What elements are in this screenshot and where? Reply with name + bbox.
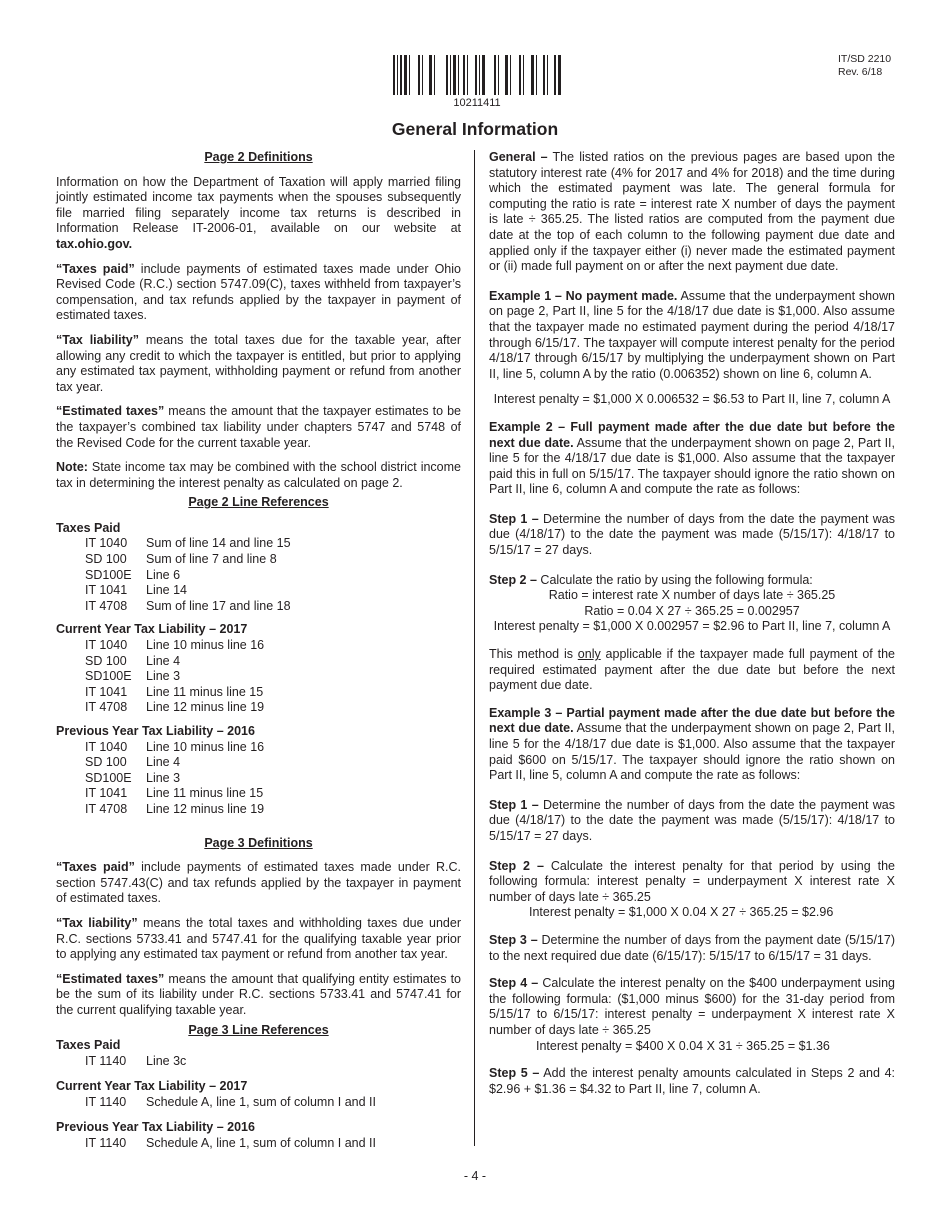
ref-row: IT 1040 Line 10 minus line 16 <box>85 739 265 754</box>
form-number: IT/SD 2210 <box>838 53 892 65</box>
ref-row: SD100E Line 3 <box>85 669 181 684</box>
general-paragraph: General – The listed ratios on the previous pages are based upon the statutory interest rate (4% for 2017 and 4% for 2018) and the time during which the estimated payment was late. The general formula for computing the ratio is rate = interest rate X number of days the payment is late ÷ 365.25. The listed ratios are computed from the payment due date at the top of each column to the following payment due date and applied only if the taxpayer either (i) never made the estimated payment or (ii) made full payment on or after the next payment due date. <box>489 150 895 274</box>
ref-row: IT 4708 Sum of line 17 and line 18 <box>85 598 291 613</box>
method-note: This method is only applicable if the taxpayer made full payment of the required estimated payment after the due date but before the next payment due date. <box>489 647 895 693</box>
example2-step2: Step 2 – Calculate the ratio by using the following formula: Ratio = interest rate X number of days late ÷ 365.25 Ratio = 0.04 X 27 ÷ 365.25 = 0.002957 Interest penalty = $1,000 X 0.002957 = $2.96 to Part II, line 7, column A <box>489 573 895 635</box>
ref-row: SD100E Line 6 <box>85 567 181 582</box>
ref-row: IT 1140 Line 3c <box>85 1053 187 1068</box>
ref-row: SD 100 Sum of line 7 and line 8 <box>85 552 277 567</box>
example2-step1: Step 1 – Determine the number of days from the date the payment was due (4/18/17) to the date the payment was made (5/15/17): 4/18/17 to 5/15/17 = 27 days. <box>489 511 895 558</box>
page-title: General Information <box>391 119 559 139</box>
group-title: Previous Year Tax Liability – 2016 <box>56 1120 255 1135</box>
ref-row: IT 1041 Line 14 <box>85 583 188 598</box>
ratio-calculation: Ratio = 0.04 X 27 ÷ 365.25 = 0.002957 <box>584 603 800 618</box>
website-link[interactable]: tax.ohio.gov. <box>56 236 133 251</box>
example2-paragraph: Example 2 – Full payment made after the due date but before the next due date. Assume that the underpayment shown on page 2, Part II, line 5 for the 4/18/17 due date is $1,000. Also assume that the taxpayer paid this in full on 5/15/17. The taxpayer should ignore the ratio shown on Part II, line 6, column A and compute the rate as follows: <box>489 419 895 497</box>
ref-row: IT 4708 Line 12 minus line 19 <box>85 700 265 715</box>
ref-row: SD 100 Line 4 <box>85 755 181 770</box>
intro-paragraph: Information on how the Department of Taxation will apply married filing jointly estimated income tax payments when the spouses subsequently file married filing separately income tax returns is described in Information Release IT-2006-01, available on our website at tax.ohio.gov. <box>56 174 461 251</box>
step4-formula: Interest penalty = $400 X 0.04 X 31 ÷ 365.25 = $1.36 <box>536 1038 830 1053</box>
penalty-calculation: Interest penalty = $1,000 X 0.002957 = $2.96 to Part II, line 7, column A <box>493 619 891 634</box>
group-title: Current Year Tax Liability – 2017 <box>56 622 248 637</box>
p3-taxes-paid-definition: “Taxes paid” include payments of estimated taxes made under R.C. section 5747.43(C) and tax refunds applied by the taxpayer in payment of estimated taxes. <box>56 860 461 906</box>
barcode-number: 10211411 <box>453 97 501 109</box>
p2-tax-liability-definition: “Tax liability” means the total taxes due for the taxable year, after allowing any credit to which the taxpayer is entitled, but prior to applying any estimated tax payment, withholding payment or refund from another tax year. <box>56 332 461 394</box>
page3-definitions-heading: Page 3 Definitions <box>204 835 313 850</box>
p3-taxes-paid-group <box>56 1038 461 1069</box>
example3-step1: Step 1 – Determine the number of days from the date the payment was due (4/18/17) to the date the payment was made (5/15/17): 4/18/17 to 5/15/17 = 27 days. <box>489 797 895 843</box>
ref-row: SD 100 Line 4 <box>85 653 181 668</box>
example3-paragraph: Example 3 – Partial payment made after the due date but before the next due date. Assume that the underpayment shown on page 2, Part II, line 5 for the 4/18/17 due date is $1,000. Also assume that the taxpayer paid $600 on 5/15/17. The taxpayer should ignore the ratio shown on Part II, line 5, column A and compute the rate as follows: <box>489 705 895 783</box>
example3-step3: Step 3 – Determine the number of days from the payment date (5/15/17) to the next required due date (6/15/17): 5/15/17 to 6/15/17 = 31 days. <box>489 932 895 963</box>
ref-row: IT 1041 Line 11 minus line 15 <box>85 684 264 699</box>
p2-estimated-taxes-definition: “Estimated taxes” means the amount that the taxpayer estimates to be the taxpayer’s combined tax liability under chapters 5747 and 5748 of the Revised Code for the current taxable year. <box>56 404 461 450</box>
ref-row: IT 1040 Sum of line 14 and line 15 <box>85 536 291 551</box>
form-id <box>838 53 891 78</box>
right-column <box>489 150 895 1106</box>
group-title: Taxes Paid <box>56 520 121 535</box>
p3-tax-liability-definition: “Tax liability” means the total taxes and withholding taxes due under R.C. sections 5733.41 and 5747.41 for the qualifying taxable year prior to applying any estimated tax payment or refund from another tax year. <box>56 915 461 962</box>
page3-line-references-heading: Page 3 Line References <box>188 1022 329 1037</box>
page-number: - 4 - <box>463 1169 487 1183</box>
ref-row: IT 4708 Line 12 minus line 19 <box>85 801 265 816</box>
group-title: Current Year Tax Liability – 2017 <box>56 1079 248 1094</box>
ref-row: IT 1140 Schedule A, line 1, sum of column I and II <box>85 1136 376 1151</box>
p3-estimated-taxes-definition: “Estimated taxes” means the amount that qualifying entity estimates to be the sum of its liability under R.C. sections 5733.41 and 5747.41 for the current qualifying taxable year. <box>56 971 461 1017</box>
p2-taxes-paid-definition: “Taxes paid” include payments of estimated taxes made under Ohio Revised Code (R.C.) section 5747.09(C), taxes withheld from taxpayer’s compensation, and tax refunds applied by the taxpayer in payment of estimated taxes. <box>56 261 461 323</box>
p3-previous-year-group <box>56 1120 461 1151</box>
step2-formula: Interest penalty = $1,000 X 0.04 X 27 ÷ 365.25 = $2.96 <box>529 905 834 920</box>
example3-step2: Step 2 – Calculate the interest penalty for that period by using the following formula: interest penalty = underpayment X interest rate X number of days late ÷ 365.25 Interest penalty = $1,000 X 0.04 X 27 ÷ 365.25 = $2.96 <box>489 858 895 920</box>
column-divider <box>474 150 475 1146</box>
ref-row: IT 1041 Line 11 minus line 15 <box>85 786 264 801</box>
note-paragraph: Note: State income tax may be combined with the school district income tax in determining the interest penalty as calculated on page 2. <box>56 460 461 490</box>
group-title: Taxes Paid <box>56 1038 121 1053</box>
example3-step4: Step 4 – Calculate the interest penalty on the $400 underpayment using the following formula: ($1,000 minus $600) for the 31-day period from 5/15/17 to 6/15/17: interest penalty = underpayment X interest rate X number of days late ÷ 365.25 Interest penalty = $400 X 0.04 X 31 ÷ 365.25 = $1.36 <box>489 976 895 1053</box>
p2-taxes-paid-group <box>56 521 461 615</box>
example3-step5: Step 5 – Add the interest penalty amounts calculated in Steps 2 and 4: $2.96 + $1.36 = $4.32 to Part II, line 7, column A. <box>489 1066 896 1096</box>
group-title: Previous Year Tax Liability – 2016 <box>56 724 255 738</box>
page2-definitions-heading: Page 2 Definitions <box>204 150 313 164</box>
form-revision: Rev. 6/18 <box>838 65 883 78</box>
ref-row: IT 1140 Schedule A, line 1, sum of column I and II <box>85 1094 376 1109</box>
example1-paragraph: Example 1 – No payment made. Assume that the underpayment shown on page 2, Part II, line 5 for the 4/18/17 due date is $1,000. Also assume that the taxpayer made no estimated payment during the period 4/18/17 through 6/15/17. The taxpayer will compute interest penalty for the period 4/18/17 through 6/15/17 by multiplying the underpayment shown on Part II, line 5, column A by the ratio (0.006352) shown on line 6, column A. <box>489 288 895 381</box>
p2-previous-year-group <box>56 724 461 818</box>
ref-row: SD100E Line 3 <box>85 770 181 785</box>
example1-formula: Interest penalty = $1,000 X 0.006532 = $6.53 to Part II, line 7, column A <box>493 392 891 407</box>
page2-line-references-heading: Page 2 Line References <box>188 495 329 510</box>
barcode <box>393 55 561 95</box>
ratio-formula: Ratio = interest rate X number of days late ÷ 365.25 <box>548 588 836 603</box>
p2-current-year-group <box>56 622 461 716</box>
left-column <box>56 150 461 1152</box>
ref-row: IT 1040 Line 10 minus line 16 <box>85 638 265 653</box>
p3-current-year-group <box>56 1079 461 1110</box>
